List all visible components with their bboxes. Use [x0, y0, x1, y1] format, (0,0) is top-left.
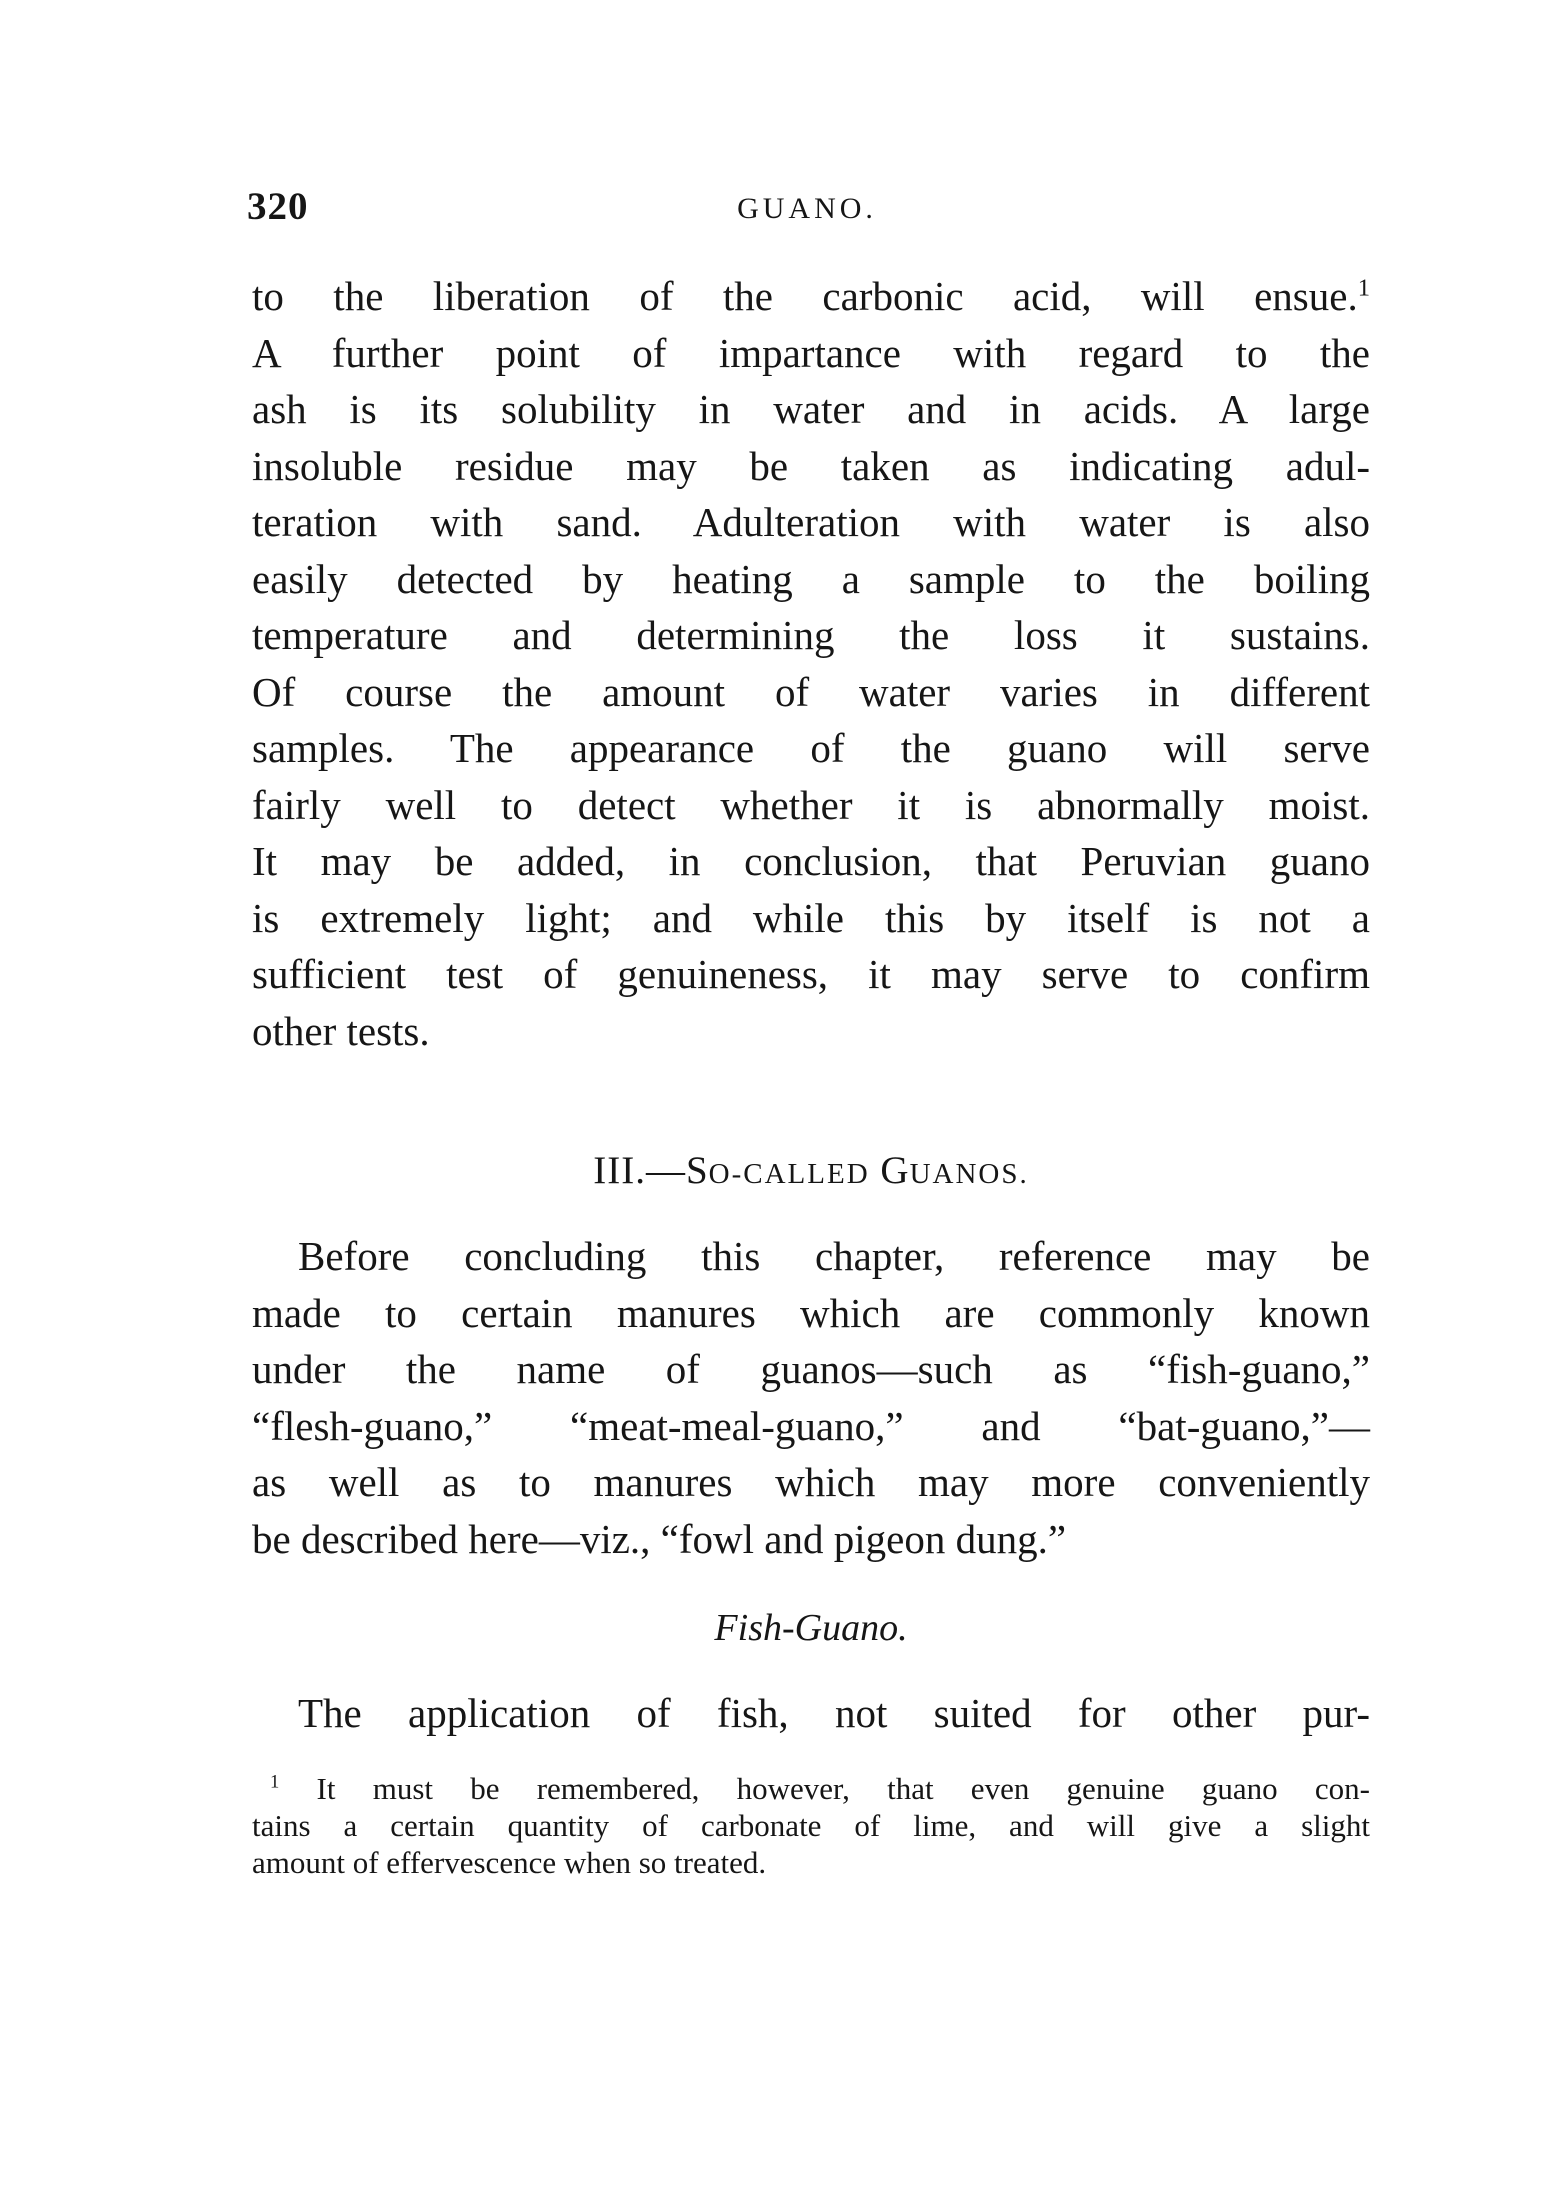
text-line: as well as to manures which may more conveniently — [252, 1459, 1370, 1505]
page-header — [247, 184, 1367, 244]
running-title: GUANO. — [737, 192, 877, 225]
text-line: fairly well to detect whether it is abnormally moist. — [252, 781, 1370, 828]
text-line: is extremely light; and while this by itself is not a — [252, 894, 1370, 941]
text-line: be described here—viz., “fowl and pigeon dung.” — [252, 1515, 1067, 1562]
text-line: Of course the amount of water varies in different — [252, 668, 1370, 715]
text-line: ash is its solubility in water and in acids. A large — [252, 386, 1370, 432]
page-number: 320 — [247, 185, 309, 228]
text-line: It may be added, in conclusion, that Peruvian guano — [252, 838, 1370, 884]
text-line: sufficient test of genuineness, it may serve to confirm — [252, 951, 1370, 997]
section-paragraph — [252, 1228, 1370, 1567]
text-line: teration with sand. Adulteration with water is also — [252, 499, 1370, 545]
text-line: A further point of impartance with regard to the — [252, 329, 1370, 376]
footnote-marker: 1 — [270, 1771, 280, 1793]
footnote-line: tains a certain quantity of carbonate of lime, and will give a slight — [252, 1808, 1370, 1843]
text-line: insoluble residue may be taken as indicating adul- — [252, 442, 1370, 489]
text-line: samples. The appearance of the guano will serve — [252, 725, 1370, 771]
footnote-line: amount of effervescence when so treated. — [252, 1845, 767, 1880]
text-line: temperature and determining the loss it sustains. — [252, 612, 1370, 658]
text-line: easily detected by heating a sample to the boiling — [252, 555, 1370, 602]
text-line: made to certain manures which are commonly known — [252, 1289, 1370, 1336]
text-line: Before concluding this chapter, reference may be — [298, 1233, 1370, 1279]
text-line: “flesh-guano,” “meat-meal-guano,” and “bat-guano,”— — [252, 1402, 1370, 1449]
section-heading: III.—SO-CALLED GUANOS. — [593, 1149, 1029, 1192]
text-line: The application of fish, not suited for other pur- — [298, 1690, 1370, 1736]
subsection-paragraph — [298, 1685, 1370, 1742]
body-paragraph — [252, 268, 1370, 1059]
footnote — [252, 1770, 1370, 1881]
text-line: under the name of guanos—such as “fish-guano,” — [252, 1346, 1370, 1392]
footnote-reference: 1 — [1357, 274, 1370, 302]
subsection-heading: Fish-Guano. — [714, 1607, 908, 1649]
text-line: other tests. — [252, 1007, 430, 1054]
footnote-line: $^1$ It must be remembered, however, that even genuine guano con- — [270, 1771, 1370, 1806]
text-line: to the liberation of the carbonic acid, will ensue.$^1$ — [252, 273, 1370, 319]
